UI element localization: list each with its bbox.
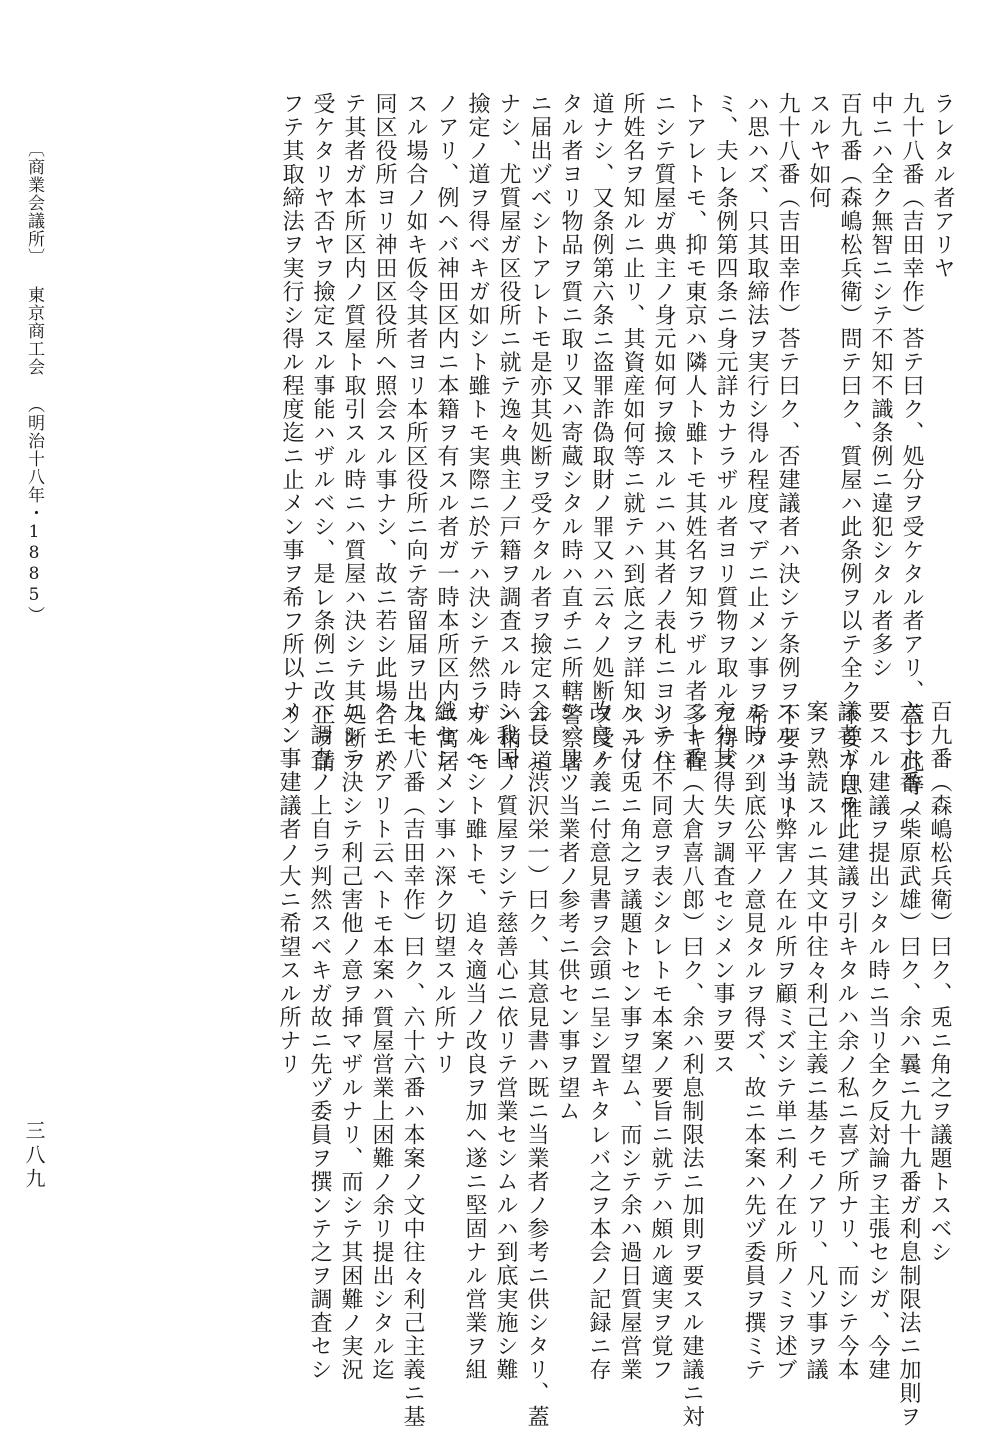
text-line: 九十八番（吉田幸作）荅テ曰ク、否建議者ハ決シテ条例ヲ不要ナリト xyxy=(775,92,800,821)
text-line: スルヤ如何 xyxy=(806,92,831,210)
text-line: シテハ不同意ヲ表シタレトモ本案ノ要旨ニ就テハ頗ル適実ヲ覚フ xyxy=(648,700,673,1382)
text-line: 会長（渋沢栄一）曰ク、其意見書ハ既ニ当業者ノ参考ニ供シタリ、蓋 xyxy=(524,700,549,1429)
text-line: テ其者ガ本所区内ノ質屋ト取引スル時ニハ質屋ハ決シテ其処断ヲ xyxy=(341,92,366,774)
page-footer xyxy=(22,140,47,624)
text-line: 九十八番（吉田幸作）曰ク、六十六番ハ本案ノ文中往々利己主義ニ基 xyxy=(400,700,425,1429)
footer-era: （明治十八年・1885） xyxy=(24,396,44,624)
text-line: 受ケタリヤ否ヤヲ撿定スル事能ハザルベシ、是レ条例ニ改正ヲ請 xyxy=(310,92,335,774)
text-line: 充分其得失ヲ調査セシメン事ヲ要ス xyxy=(710,700,735,1076)
text-line: フテ其取締法ヲ実行シ得ル程度迄ニ止メン事ヲ希フ所以ナリ xyxy=(279,92,304,727)
footer-organization: 東京商工会 xyxy=(24,286,44,376)
text-line: ハ調査ノ上自ラ判然スベキガ故ニ先ヅ委員ヲ撰ンテ之ヲ調査セシ xyxy=(307,700,332,1382)
text-line: ラレタル者アリヤ xyxy=(930,92,955,280)
text-line: ニシテ決シテ利己害他ノ意ヲ挿マザルナリ、而シテ其困難ノ実況 xyxy=(338,700,363,1382)
text-line: シ、且ツ当業者ノ参考ニ供セン事ヲ望ム xyxy=(555,700,580,1123)
text-line: タル者ヨリ物品ヲ質ニ取リ又ハ寄蔵シタル時ハ直チニ所轄警察署 xyxy=(558,92,583,774)
lower-text-block xyxy=(45,700,955,1429)
text-line: ノアリ、例ヘバ神田区内ニ本籍ヲ有スル者ガ一時本所区内ニ寓居 xyxy=(434,92,459,774)
text-line: ニシテ質屋ガ典主ノ身元如何ヲ撿スルニハ其者ノ表札ニヨリテ住 xyxy=(651,92,676,774)
page-number: 三八九 xyxy=(22,1120,46,1192)
footer-source: 〔商業会議所〕 xyxy=(24,140,44,266)
text-line: 改良ノ義ニ付意見書ヲ会頭ニ呈シ置キタレバ之ヲ本会ノ記録ニ存 xyxy=(586,700,611,1382)
text-line: 百九番（森嶋松兵衛）曰ク、兎ニ角之ヲ議題トスベシ xyxy=(927,700,952,1264)
text-line: カルヘシト雖トモ、追々適当ノ改良ヲ加ヘ遂ニ堅固ナル営業ヲ組 xyxy=(462,700,487,1382)
text-line: 六十六番（柴原武雄）曰ク、余ハ曩ニ九十九番ガ利息制限法ニ加則ヲ xyxy=(896,700,921,1429)
text-line: ル時ハ到底公平ノ意見タルヲ得ズ、故ニ本案ハ先ヅ委員ヲ撰ミテ xyxy=(741,700,766,1382)
text-line: ルニ付兎ニ角之ヲ議題トセン事ヲ望ム、而シテ余ハ過日質屋営業 xyxy=(617,700,642,1382)
text-line: 要スル建議ヲ提出シタル時ニ当リ全ク反対論ヲ主張セシガ、今建 xyxy=(865,700,890,1382)
text-line: シ我国ノ質屋ヲシテ慈善心ニ依リテ営業セシムルハ到底実施シ難 xyxy=(493,700,518,1382)
text-line: ハ思ハズ、只其取締法ヲ実行シ得ル程度マデニ止メン事ヲ希フノ xyxy=(744,92,769,774)
text-line: 撿定ノ道ヲ得ベキガ如シト雖トモ実際ニ於テハ決シテ然ラザルモ xyxy=(465,92,490,774)
text-line: 同区役所ヨリ神田区役所ヘ照会スル事ナシ、故ニ若シ此場合ニ於 xyxy=(372,92,397,774)
text-line: メン事建議者ノ大ニ希望スル所ナリ xyxy=(276,700,301,1076)
text-line: クモノアリト云ヘトモ本案ハ質屋営業上困難ノ余リ提出シタル迄 xyxy=(369,700,394,1382)
text-line: トアレトモ、抑モ東京ハ隣人ト雖トモ其姓名ヲ知ラザル者多キ程 xyxy=(682,92,707,774)
text-line: ミ、夫レ条例第四条ニ身元詳カナラザル者ヨリ質物ヲ取ルヲ得ズ xyxy=(713,92,738,774)
text-line: 案ヲ熟読スルニ其文中往々利己主義ニ基クモノアリ、凡ソ事ヲ議 xyxy=(803,700,828,1382)
text-line: ニ届出ヅベシトアレトモ是亦其処断ヲ受ケタル者ヲ撿定スルノ道 xyxy=(527,92,552,774)
text-line: 九十八番（吉田幸作）荅テ曰ク、処分ヲ受ケタル者アリ、蓋シ此等ノ xyxy=(899,92,924,821)
text-line: スル場合ノ如キ仮令其者ヨリ本所区役所ニ向テ寄留届ヲ出スモ、 xyxy=(403,92,428,774)
upper-text-block xyxy=(28,92,958,821)
text-line: 道ナシ、又条例第六条ニ盗罪詐偽取財ノ罪又ハ云々ノ処断ヲ受ケ xyxy=(589,92,614,774)
text-line: 織セシメン事ハ深ク切望スル所ナリ xyxy=(431,700,456,1076)
text-line: 二十番（大倉喜八郎）曰ク、余ハ利息制限法ニ加則ヲ要スル建議ニ対 xyxy=(679,700,704,1429)
text-line: 所姓名ヲ知ルニ止リ、其資産如何等ニ就テハ到底之ヲ詳知スルノ xyxy=(620,92,645,774)
text-line: 百九番（森嶋松兵衛）問テ曰ク、質屋ハ此条例ヲ以テ全ク不要ト思惟 xyxy=(837,92,862,821)
text-line: 議者ガ自ラ此建議ヲ引キタルハ余ノ私ニ喜ブ所ナリ、而シテ今本 xyxy=(834,700,859,1382)
text-line: 中ニハ全ク無智ニシテ不知不識条例ニ違犯シタル者多シ xyxy=(868,92,893,680)
text-line: スルニ当リ弊害ノ在ル所ヲ顧ミズシテ単ニ利ノ在ル所ノミヲ述ブ xyxy=(772,700,797,1382)
text-line: ナシ、尤質屋ガ区役所ニ就テ逸々典主ノ戸籍ヲ調査スル時ハ稍ヤ xyxy=(496,92,521,774)
